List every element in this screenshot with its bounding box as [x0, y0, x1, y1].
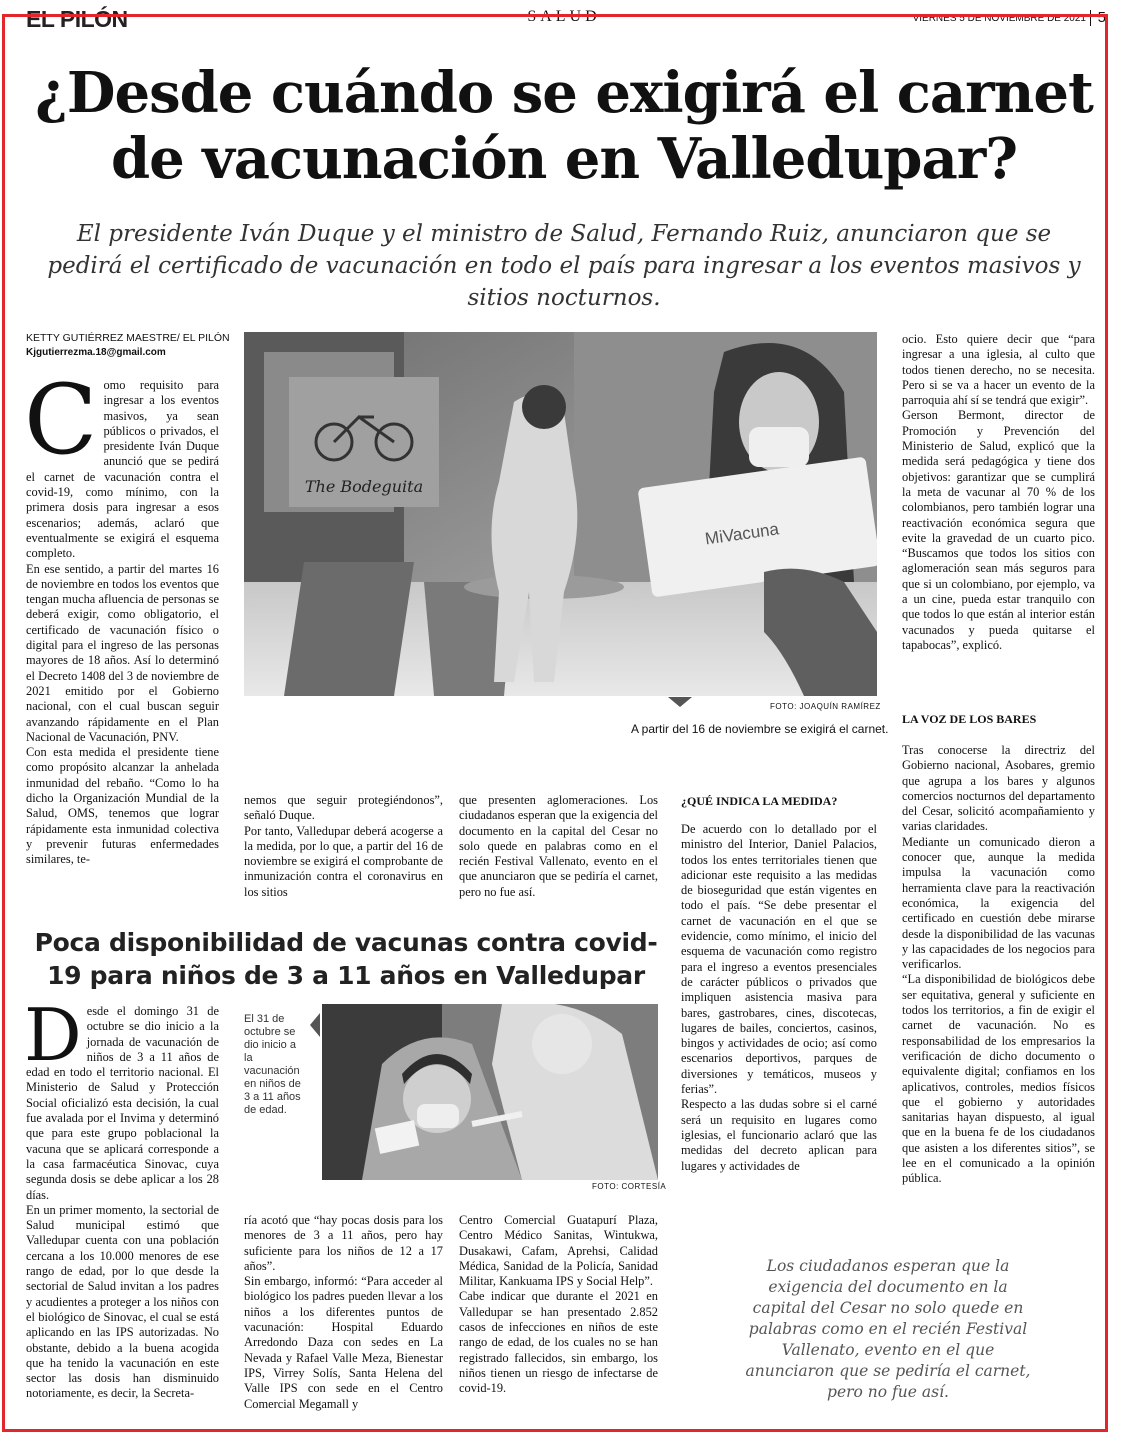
- paragraph: omo requisito para ingresar a los eventos masivos, ya sean públicos o privados, el presidente Iván Duque anunció que se pedirá el carnet de vacunación contra el covid-19, como mínimo, con la primera dosis para ingresar a esos escenarios; además, aclaró que eventualmente se exigirá el esquema completo.: [26, 378, 219, 561]
- photo-illustration: [244, 332, 877, 696]
- paragraph: Tras conocerse la directriz del Gobierno nacional, Asobares, gremio que agrupa a los bares y algunos comercios nocturnos del departamento del Cesar, solicitó acompañamiento y varias claridades.: [902, 743, 1095, 834]
- paragraph: ría acotó que “hay pocas dosis para los menores de 3 a 11 años, pero hay suficiente para los niños de 12 a 17 años”.: [244, 1213, 443, 1273]
- article1-column-4: [681, 822, 877, 1174]
- paragraph: Con esta medida el presidente tiene como propósito alcanzar la anhelada inmunidad del rebaño. “Como lo ha dicho la Organización Mundial de la Salud, OMS, tenemos que lograr rápidamente esta inmunidad colectiva y prevenir futuras enfermedades similares, te-: [26, 745, 219, 867]
- page-number: 5: [1097, 9, 1106, 26]
- masthead-logo: EL PILÓN: [26, 6, 128, 32]
- paragraph: En un primer momento, la sectorial de Salud municipal estimó que Valledupar cuenta con una población cercana a los 10.000 menores de ese rango de edad, por lo que desde la sectorial de Salud invitan a los padres y acudientes a proteger a los niños con el biológico de Sinovac, el cual se está aplicando en las IPS autorizadas. No obstante, debido a la buena acogida que ha tenido la vacunación en este sector las dosis han disminuido notoriamente, es decir, la Secreta-: [26, 1202, 219, 1401]
- paragraph: ocio. Esto quiere decir que “para ingresar a una iglesia, al culto que todos tienen derecho, no se necesita. Pero si se va a hacer un evento de la parroquia ahí sí se tendrá que exigir”.: [902, 332, 1095, 408]
- photo-credit: FOTO: CORTESÍA: [592, 1182, 667, 1191]
- caption-pointer-icon: [668, 697, 692, 707]
- paragraph: De acuerdo con lo detallado por el ministro del Interior, Daniel Palacios, todos los entes territoriales tienen que adicionar este requisito a las medidas de bioseguridad que están vigentes en todo el país. “Se debe presentar el carnet de vacunación en el que se evidencie, como mínimo, el inicio del esquema de vacunación como registro para el ingreso a eventos presenciales de carácter públicos o privados que impliquen asistencia masiva para bares, gastrobares, cines, discotecas, lugares de bailes, conciertos, casinos, bingos y actividades de ocio; así como escenarios deportivos, parques de diversiones y temáticos, museos y ferias”.: [681, 822, 877, 1097]
- subhead-voz-bares: LA VOZ DE LOS BARES: [902, 712, 1037, 726]
- article2-column-2: [244, 1213, 443, 1412]
- author-email[interactable]: Kjgutierrezma.18@gmail.com: [26, 347, 166, 358]
- article-deck: El presidente Iván Duque y el ministro de Salud, Fernando Ruiz, anunciaron que se pedirá el certificado de vacunación en todo el país para ingresar a los eventos masivos y sitios nocturnos.: [47, 221, 1081, 311]
- article2-column-1: [24, 993, 219, 1402]
- paragraph: nemos que seguir protegiéndonos”, señaló Duque.: [244, 793, 443, 823]
- section-label: SALUD: [527, 8, 601, 25]
- photo2-caption: El 31 de octubre se dio inicio a la vacunación en niños de 3 a 11 años de edad.: [244, 1013, 301, 1116]
- card-text: MiVacuna: [703, 519, 781, 549]
- article1-column-1: [24, 364, 219, 868]
- paragraph: En ese sentido, a partir del martes 16 de noviembre en todos los eventos que tengan mucha afluencia de personas se deberá exigir, como obligatorio, el certificado de vacunación físico o digital para el ingreso de las personas mayores de 18 años. Así lo determinó el Decreto 1408 del 3 de noviembre de 2021 emitido por el Gobierno nacional, con el cual buscan seguir avanzando rápidamente en el Plan Nacional de Vacunación, PNV.: [26, 561, 219, 744]
- paragraph: “La disponibilidad de biológicos debe ser equitativa, general y suficiente en todos los territorios, a fin de exigir el carnet de vacunación. No es responsabilidad de los empresarios la verificación de dicho documento o equivalente digital; confiamos en los aplicativos, controles, medios físicos que el gobierno y autoridades sanitarias hayan dispuesto, al igual que en la buena fe de los ciudadanos que asisten a los diferentes sitios”, se lee en el comunicado a la opinión pública.: [902, 972, 1095, 1186]
- paragraph: que presenten aglomeraciones. Los ciudadanos esperan que la exigencia del documento en la capital del Cesar no solo quede en palabras como en el recién Festival Vallenato, evento en el que anunciaron que se pediría el carnet, pero no fue así.: [459, 793, 658, 899]
- paragraph: esde el domingo 31 de octubre se dio inicio a la jornada de vacunación de niños de 3 a 11 años de edad en todo el territorio nacional. El Ministerio de Salud y Protección Social oficializó esta decisión, la cual fue avalada por el Invima y determinó que para este grupo poblacional la vacuna que se aplicará corresponde a la casa farmacéutica Sinovac, cuya segunda dosis se debe aplicar a los 28 días.: [26, 1004, 219, 1202]
- main-photo: [244, 332, 877, 696]
- pull-quote: Los ciudadanos esperan que la exigencia del documento en la capital del Cesar no solo quede en palabras como en el recién Festival Vallenato, evento en el que anunciaron que se pediría el carnet, pero no fue así.: [745, 1257, 1031, 1401]
- byline: KETTY GUTIÉRREZ MAESTRE/ EL PILÓN: [26, 332, 230, 344]
- paragraph: Mediante un comunicado dieron a conocer que, aunque la medida impulsa la vacunación como herramienta clave para la reactivación económica, la exigencia del certificado en cuestión debe mirarse desde la disponibilidad de las vacunas y las capacidades de los negocios para verificarlos.: [902, 834, 1095, 972]
- photo-illustration: [322, 1004, 658, 1180]
- child-vaccination-photo: [322, 1004, 658, 1180]
- pagenum-divider: [1090, 10, 1091, 26]
- caption-pointer-icon: [310, 1013, 320, 1037]
- article1-column-2: [244, 793, 443, 900]
- article2-column-3: [459, 1213, 658, 1397]
- article1-column-5a: [902, 332, 1095, 653]
- dropcap: C: [24, 364, 98, 476]
- subhead-que-indica: ¿QUÉ INDICA LA MEDIDA?: [681, 794, 838, 808]
- paragraph: Gerson Bermont, director de Promoción y Prevención del Ministerio de Salud, explicó que la medida será pedagógica y tiene dos objetivos: garantizar que se cumplirá la meta de vacunar al 70 % de los colombianos, pero también lograr una reactivación económica segura que evite la gravedad de un cuarto pico. “Buscamos que todos los sitios con aglomeración sean más seguros para que si un colombiano, por ejemplo, va a un cine, pueda estar tranquilo con que todos lo que están al interior están vacunados y pueda quitarse el tapabocas”, explicó.: [902, 408, 1095, 652]
- dateline: VIERNES 5 DE NOVIEMBRE DE 2021: [912, 13, 1086, 24]
- paragraph: Sin embargo, informó: “Para acceder al biológico los padres pueden llevar a los niños a los diferentes puntos de vacunación: Hospital Eduardo Arredondo Daza con sedes en La Nevada y Rafael Valle Meza, Bienestar IPS, Virrey Solís, Santa Helena del Valle IPS con sede en el Centro Comercial Megamall y: [244, 1274, 443, 1411]
- paragraph: Cabe indicar que durante el 2021 en Valledupar se han presentado 2.852 casos de infecciones en niños de este rango de edad, de los cuales no se han registrado fallecidos, sin embargo, los niños tienen un riesgo de infectarse de covid-19.: [459, 1289, 658, 1396]
- paragraph: Respecto a las dudas sobre si el carné será un requisito en lugares como iglesias, el funcionario aclaró que las medidas del decreto aplican para lugares y actividades de: [681, 1097, 877, 1173]
- article-headline: ¿Desde cuándo se exigirá el carnet de vacunación en Valledupar?: [35, 60, 1093, 192]
- article1-column-5b: [902, 743, 1095, 1187]
- sign-text: The Bodeguita: [304, 477, 424, 496]
- paragraph: Por tanto, Valledupar deberá acogerse a la medida, por lo que, a partir del 16 de noviembre se exigirá el comprobante de inmunización contra el coronavirus en los sitios: [244, 823, 443, 899]
- paragraph: Centro Comercial Guatapurí Plaza, Centro Médico Sanitas, Wintukwa, Dusakawi, Cafam, Aprehsi, Calidad Médica, Sanidad de la Policía, Sanidad Militar, Kankuama IPS y Social Help”.: [459, 1213, 658, 1289]
- photo-caption: A partir del 16 de noviembre se exigirá el carnet.: [631, 722, 889, 736]
- dropcap: D: [24, 993, 82, 1077]
- article1-column-3: [459, 793, 658, 900]
- article2-headline: Poca disponibilidad de vacunas contra covid-19 para niños de 3 a 11 años en Valledupar: [34, 928, 658, 990]
- photo-credit: FOTO: JOAQUÍN RAMÍREZ: [770, 702, 881, 711]
